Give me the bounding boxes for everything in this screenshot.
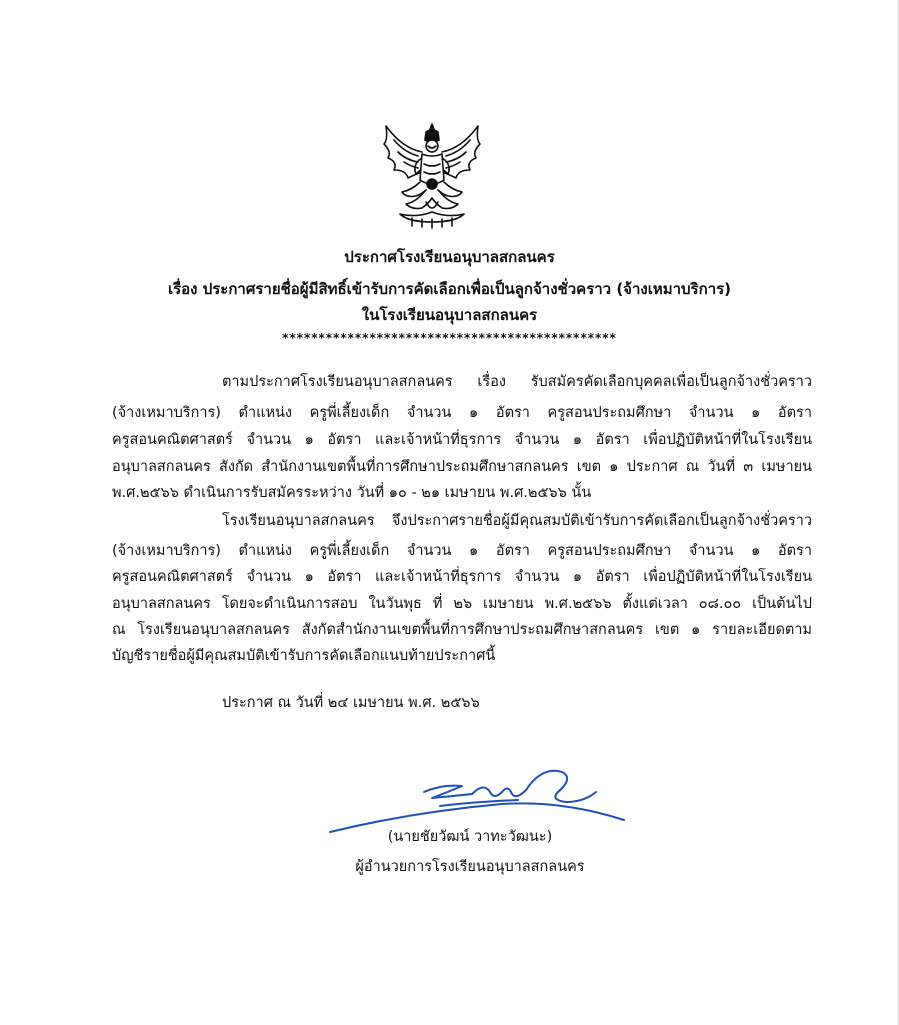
paragraph2-line: (จ้างเหมาบริการ) ตำแหน่ง ครูพี่เลี้ยงเด็ก จำนวน ๑ อัตรา ครูสอนประถมศึกษา จำนวน ๑ อัตรา	[112, 543, 812, 559]
paragraph1-line: ครูสอนคณิตศาสตร์ จำนวน ๑ อัตรา และเจ้าหน้าที่ธุรการ จำนวน ๑ อัตรา เพื่อปฏิบัติหน้าที่ในโรงเรียน	[112, 432, 812, 448]
paragraph2-line: บัญชีรายชื่อผู้มีคุณสมบัติเข้ารับการคัดเลือกแนบท้ายประกาศนี้	[112, 648, 496, 664]
paragraph2-line: อนุบาลสกลนคร โดยจะดำเนินการสอบ ในวันพุธ ที่ ๒๖ เมษายน พ.ศ.๒๕๖๖ ตั้งแต่เวลา ๐๘.๐๐ เป็นต้นไป	[112, 596, 812, 612]
paragraph1-line: อนุบาลสกลนคร สังกัด สำนักงานเขตพื้นที่การศึกษาประถมศึกษาสกลนคร เขต ๑ ประกาศ ณ วันที่ ๓ เมษายน	[112, 459, 812, 475]
announcement-subject: เรื่อง ประกาศรายชื่อผู้มีสิทธิ์เข้ารับการคัดเลือกเพื่อเป็นลูกจ้างชั่วคราว (จ้างเหมาบริการ)	[167, 280, 732, 298]
announcement-location: ในโรงเรียนอนุบาลสกลนคร	[361, 306, 538, 324]
paragraph2-line: ณ โรงเรียนอนุบาลสกลนคร สังกัดสำนักงานเขตพื้นที่การศึกษาประถมศึกษาสกลนคร เขต ๑ รายละเอียดตาม	[112, 622, 812, 638]
paragraph2-line: ครูสอนคณิตศาสตร์ จำนวน ๑ อัตรา และเจ้าหน้าที่ธุรการ จำนวน ๑ อัตรา เพื่อปฏิบัติหน้าที่ในโรงเรียน	[112, 569, 812, 585]
signatory-position: ผู้อำนวยการโรงเรียนอนุบาลสกลนคร	[355, 859, 585, 875]
paragraph1-line: ตามประกาศโรงเรียนอนุบาลสกลนคร เรื่อง รับสมัครคัดเลือกบุคคลเพื่อเป็นลูกจ้างชั่วคราว	[222, 374, 812, 390]
paragraph1-line: (จ้างเหมาบริการ) ตำแหน่ง ครูพี่เลี้ยงเด็ก จำนวน ๑ อัตรา ครูสอนประถมศึกษา จำนวน ๑ อัตรา	[112, 405, 812, 421]
announcement-heading: ประกาศโรงเรียนอนุบาลสกลนคร	[344, 248, 555, 266]
paragraph2-line: โรงเรียนอนุบาลสกลนคร จึงประกาศรายชื่อผู้มีคุณสมบัติเข้ารับการคัดเลือกเป็นลูกจ้างชั่วคราว	[222, 513, 812, 529]
signatory-name: (นายชัยวัฒน์ วาทะวัฒนะ)	[387, 829, 553, 845]
header-divider: **********************************************	[282, 331, 617, 345]
garuda-emblem-icon	[372, 118, 492, 230]
announce-date: ประกาศ ณ วันที่ ๒๔ เมษายน พ.ศ. ๒๕๖๖	[222, 695, 480, 711]
paragraph1-line: พ.ศ.๒๕๖๖ ดำเนินการรับสมัครระหว่าง วันที่ ๑๐ - ๒๑ เมษายน พ.ศ.๒๕๖๖ นั้น	[112, 485, 592, 501]
